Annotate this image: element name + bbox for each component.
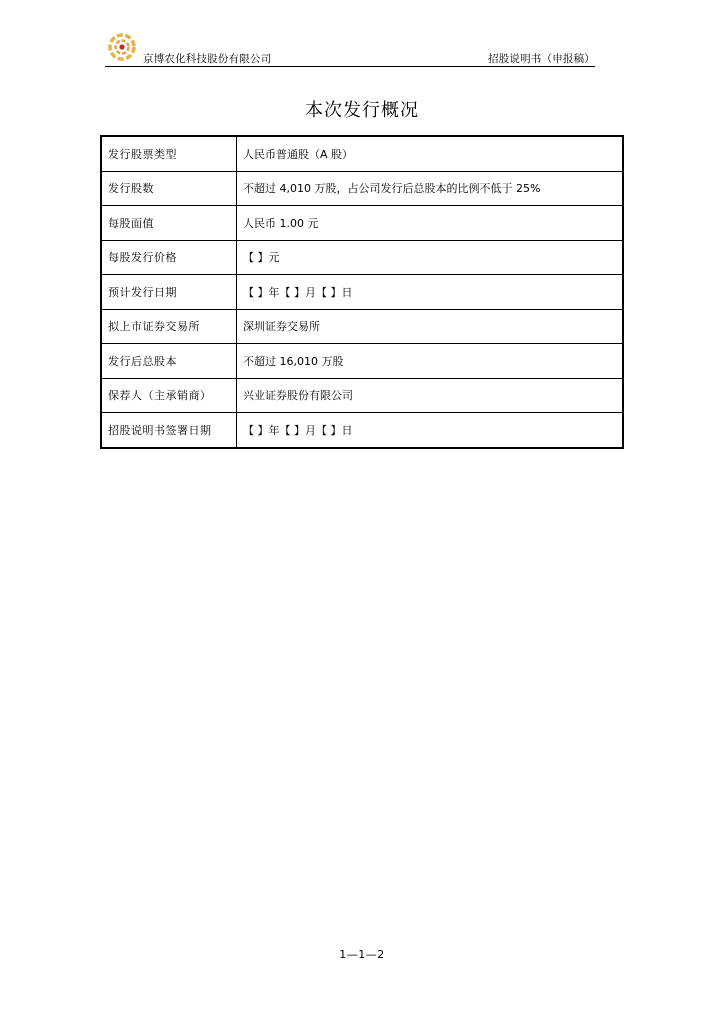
row-value: 兴业证券股份有限公司 [237, 378, 624, 413]
row-value: 人民币 1.00 元 [237, 206, 624, 241]
document-type: 招股说明书（申报稿） [488, 53, 595, 65]
table-row [101, 206, 623, 241]
page-header [105, 30, 595, 68]
offering-overview-table [100, 135, 624, 449]
table-row [101, 240, 623, 275]
company-logo-icon [105, 30, 139, 64]
table-row [101, 344, 623, 379]
row-label: 每股发行价格 [101, 240, 237, 275]
row-label: 预计发行日期 [101, 275, 237, 310]
row-value: 不超过 16,010 万股 [237, 344, 624, 379]
row-value: 人民币普通股（A 股） [237, 136, 624, 171]
row-value: 【 】年【 】月【 】日 [237, 413, 624, 448]
row-label: 每股面值 [101, 206, 237, 241]
table-row [101, 136, 623, 171]
table-row [101, 171, 623, 206]
table-row [101, 378, 623, 413]
row-value: 深圳证券交易所 [237, 309, 624, 344]
row-label: 招股说明书签署日期 [101, 413, 237, 448]
row-label: 拟上市证券交易所 [101, 309, 237, 344]
header-divider [105, 66, 595, 67]
page-number: 1—1—2 [339, 948, 385, 961]
table-row [101, 275, 623, 310]
row-value: 【 】元 [237, 240, 624, 275]
row-label: 发行后总股本 [101, 344, 237, 379]
company-name: 京博农化科技股份有限公司 [143, 53, 272, 65]
row-value: 【 】年【 】月【 】日 [237, 275, 624, 310]
table-row [101, 309, 623, 344]
row-value: 不超过 4,010 万股，占公司发行后总股本的比例不低于 25% [237, 171, 624, 206]
page-title: 本次发行概况 [305, 100, 419, 121]
row-label: 发行股票类型 [101, 136, 237, 171]
row-label: 保荐人（主承销商） [101, 378, 237, 413]
table-row [101, 413, 623, 448]
row-label: 发行股数 [101, 171, 237, 206]
